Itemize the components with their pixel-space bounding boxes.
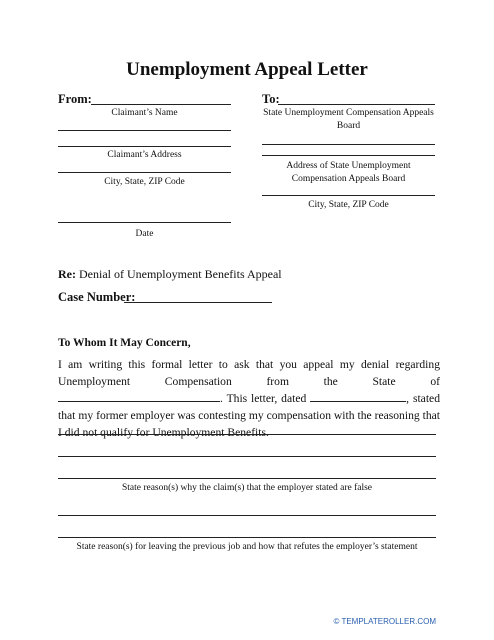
claimant-address-caption: Claimant’s Address — [107, 150, 182, 160]
footer-credit: © TEMPLATEROLLER.COM — [333, 617, 436, 626]
reason1-caption: State reason(s) why the claim(s) that the employer stated are false — [121, 483, 373, 493]
re-line — [58, 267, 282, 282]
document-title: Unemployment Appeal Letter — [126, 59, 368, 80]
claimant-city-field[interactable] — [58, 172, 231, 173]
reason2-line-2[interactable] — [58, 537, 436, 538]
board-address-caption: Address of State Unemployment Compensation Appeals Board — [286, 161, 411, 184]
appeals-board-caption: State Unemployment Compensation Appeals Board — [263, 108, 434, 131]
case-number-label: Case Number: — [58, 290, 136, 304]
claimant-city-caption: City, State, ZIP Code — [104, 177, 185, 187]
reason2-line-1[interactable] — [58, 515, 436, 516]
reason1-line-2[interactable] — [58, 456, 436, 457]
reason1-line-3[interactable] — [58, 478, 436, 479]
letter-date-blank[interactable] — [310, 391, 406, 402]
paragraph-part-3: , stated that my former employer was contesting my compensation with the reasoning that I did not qualify for Unemployment Benefits. — [58, 392, 440, 439]
to-label: To: — [262, 92, 280, 106]
claimant-address-line-1[interactable] — [58, 130, 231, 131]
reason2-caption: State reason(s) for leaving the previous job and how that refutes the employer’s statement — [76, 542, 418, 552]
board-city-caption: City, State, ZIP Code — [308, 200, 389, 210]
reason1-line-1[interactable] — [58, 434, 436, 435]
board-address-line-2[interactable] — [262, 155, 435, 156]
claimant-name-field[interactable] — [91, 104, 231, 105]
case-number-field[interactable] — [124, 302, 272, 303]
appeals-board-field[interactable] — [278, 104, 435, 105]
date-field[interactable] — [58, 222, 231, 223]
salutation: To Whom It May Concern, — [58, 337, 191, 349]
state-blank[interactable] — [58, 391, 220, 402]
paragraph-part-1: I am writing this formal letter to ask that you appeal my denial regarding Unemployment Compensation from the State of — [58, 358, 440, 388]
from-label: From: — [58, 92, 92, 106]
board-city-field[interactable] — [262, 195, 435, 196]
re-label: Re: — [58, 267, 76, 281]
re-text: Denial of Unemployment Benefits Appeal — [79, 267, 282, 281]
paragraph-part-2: . This letter, dated — [220, 392, 311, 405]
claimant-name-caption: Claimant’s Name — [111, 108, 178, 118]
date-caption: Date — [135, 229, 154, 239]
board-address-line-1[interactable] — [262, 144, 435, 145]
claimant-address-line-2[interactable] — [58, 146, 231, 147]
body-paragraph — [58, 356, 440, 441]
